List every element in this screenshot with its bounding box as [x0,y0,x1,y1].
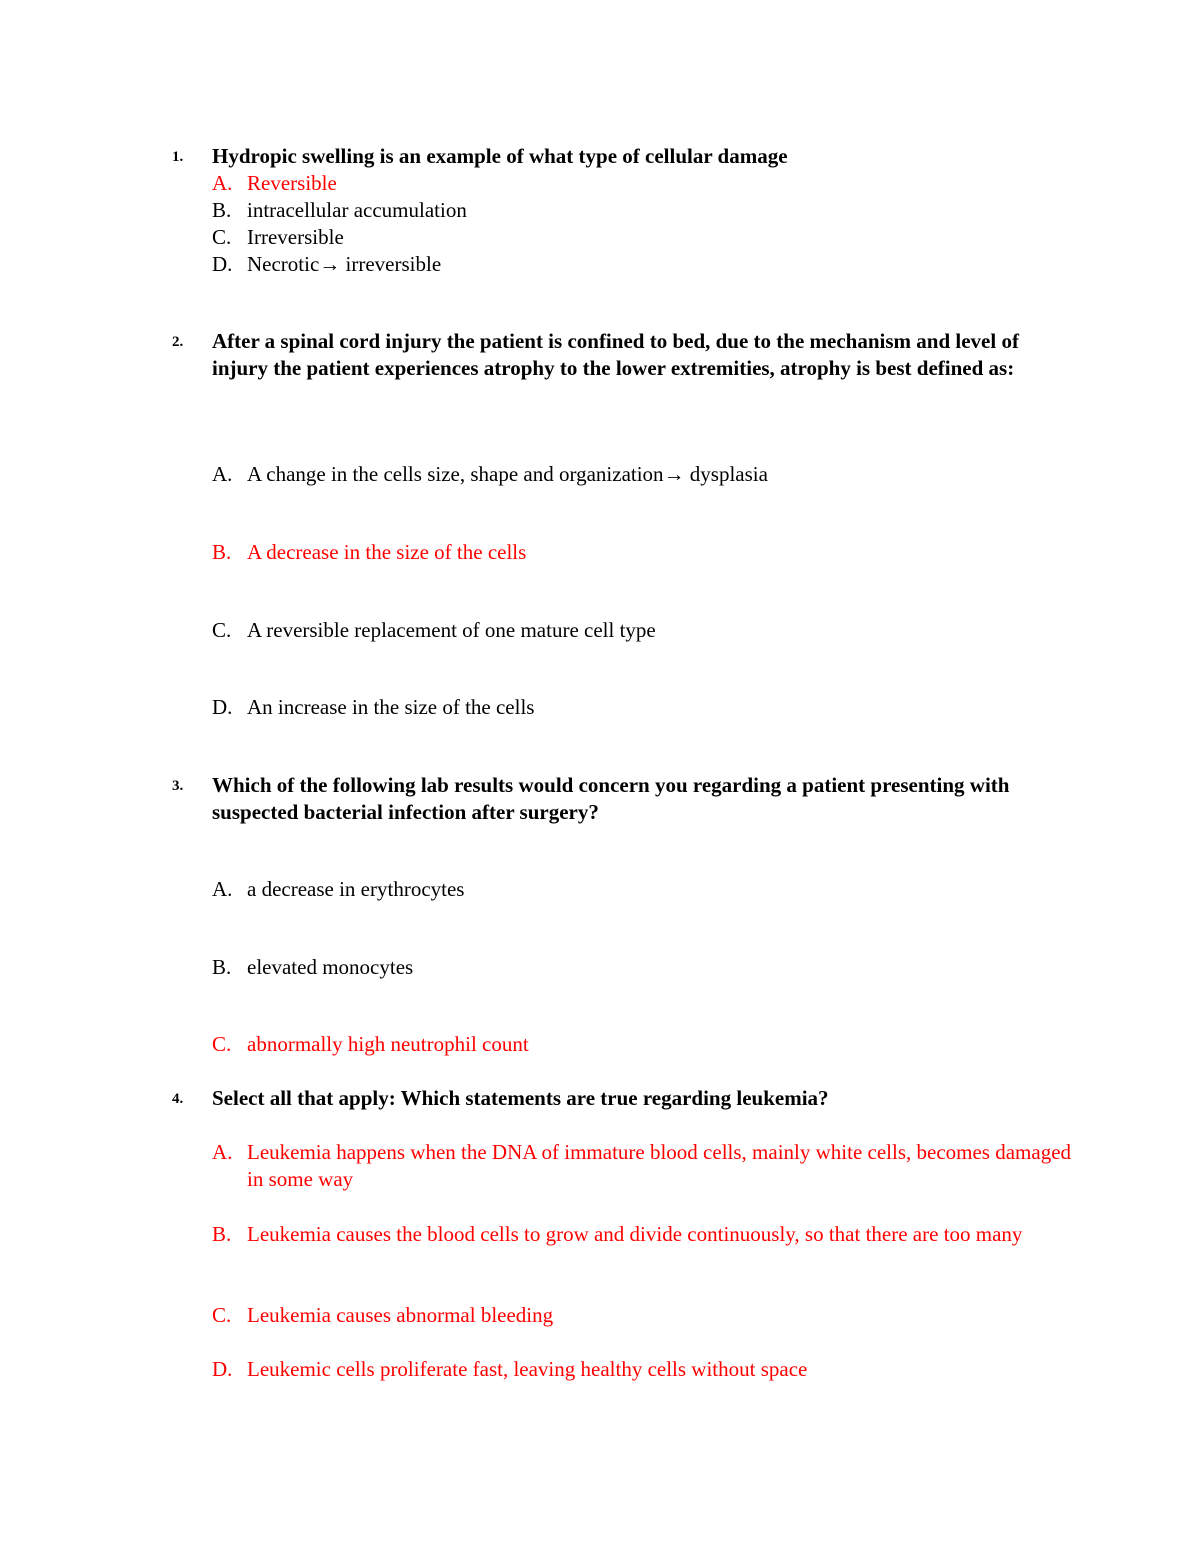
question-text: Hydropic swelling is an example of what type of cellular damage [212,144,788,168]
option-text: intracellular accumulation [247,198,467,222]
question-number: 2. [172,334,184,350]
option-letter: B. [212,1222,232,1246]
option-letter: C. [212,618,232,642]
option-text: Leukemia causes the blood cells to grow and divide continuously, so that there are too many [247,1222,1023,1246]
question-number: 4. [172,1091,184,1107]
option-letter: A. [212,1140,233,1164]
answer-option [212,539,1072,566]
answer-option [212,1221,1072,1248]
option-letter: A. [212,462,233,486]
option-text: Irreversible [247,225,344,249]
answer-option [212,197,1072,224]
option-text: A decrease in the size of the cells [247,540,527,564]
answer-option [212,954,1072,981]
option-letter: C. [212,225,232,249]
option-letter: D. [212,252,233,276]
answer-option [212,170,1072,197]
option-letter: A. [212,171,233,195]
option-text: An increase in the size of the cells [247,695,535,719]
question-number: 1. [172,149,184,165]
question-text: Select all that apply: Which statements are true regarding leukemia? [212,1086,829,1110]
question-number: 3. [172,778,184,794]
option-text: A change in the cells size, shape and organization→ dysplasia [247,462,768,486]
option-letter: D. [212,695,233,719]
answer-option [212,1139,1072,1193]
option-text: Necrotic→ irreversible [247,252,442,276]
answer-option [212,251,1072,278]
option-text: a decrease in erythrocytes [247,877,465,901]
answer-option [212,617,1072,644]
option-text: Leukemia causes abnormal bleeding [247,1303,554,1327]
option-text: elevated monocytes [247,955,414,979]
option-text: Reversible [247,171,337,195]
option-letter: B. [212,540,232,564]
option-letter: A. [212,877,233,901]
question-text: Which of the following lab results would concern you regarding a patient presenting with suspected bacterial infection after surgery? [212,773,1010,824]
answer-option [212,224,1072,251]
answer-option [212,1031,1072,1058]
option-letter: B. [212,198,232,222]
option-text: A reversible replacement of one mature cell type [247,618,656,642]
answer-option [212,1302,1072,1329]
option-letter: D. [212,1357,233,1381]
option-letter: B. [212,955,232,979]
option-text: Leukemic cells proliferate fast, leaving healthy cells without space [247,1357,808,1381]
option-text: abnormally high neutrophil count [247,1032,529,1056]
option-text: Leukemia happens when the DNA of immature blood cells, mainly white cells, becomes damaged in some way [247,1140,1072,1191]
answer-option [212,876,1072,903]
question-text: After a spinal cord injury the patient is confined to bed, due to the mechanism and level of injury the patient experiences atrophy to the lower extremities, atrophy is best defined as: [212,329,1019,380]
option-letter: C. [212,1303,232,1327]
answer-option [212,461,1072,488]
option-letter: C. [212,1032,232,1056]
answer-option [212,1356,1072,1383]
answer-option [212,694,1072,721]
